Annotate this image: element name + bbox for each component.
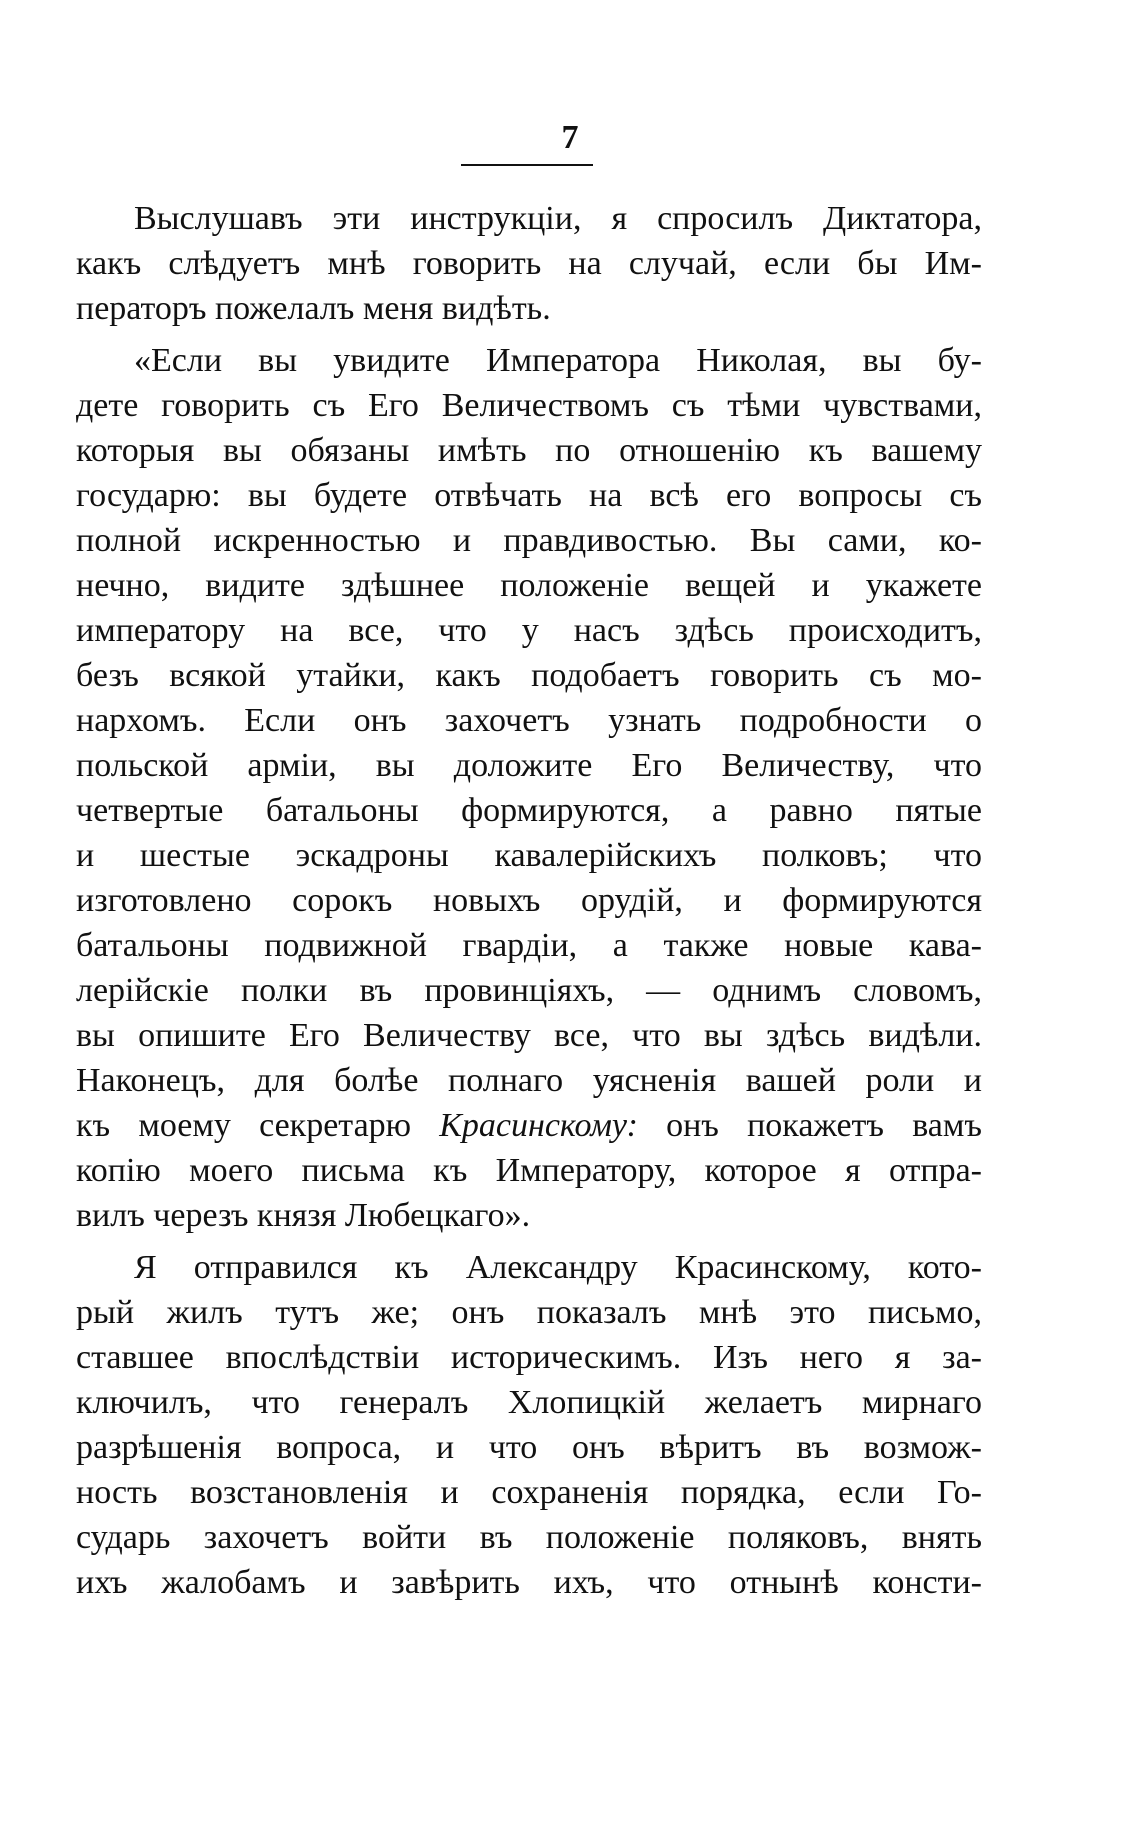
text-line: государю: вы будете отвѣчать на всѣ его вопросы съ — [76, 477, 982, 514]
italic-name: Красинскому: — [439, 1107, 638, 1144]
paragraph-2 — [76, 338, 982, 1238]
text-line: Я отправился къ Александру Красинскому, кото- — [134, 1249, 982, 1286]
text-line: ператоръ пожелалъ меня видѣть. — [76, 290, 551, 327]
text-line: «Если вы увидите Императора Николая, вы бу- — [134, 342, 982, 379]
text-line: ихъ жалобамъ и завѣрить ихъ, что отнынѣ консти- — [76, 1564, 982, 1601]
text-line: Наконецъ, для болѣе полнаго уясненія вашей роли и — [76, 1062, 982, 1099]
text-line: Выслушавъ эти инструкціи, я спросилъ Диктатора, — [134, 200, 982, 237]
text-line: польской арміи, вы доложите Его Величеству, что — [76, 747, 982, 784]
text-line: и шестые эскадроны кавалерійскихъ полковъ; что — [76, 837, 982, 874]
text-line: копію моего письма къ Императору, которое я отпра- — [76, 1152, 982, 1189]
text-line: вы опишите Его Величеству все, что вы здѣсь видѣли. — [76, 1017, 982, 1054]
text-line: которыя вы обязаны имѣть по отношенію къ вашему — [76, 432, 982, 469]
text-line: полной искренностью и правдивостью. Вы сами, ко- — [76, 522, 982, 559]
text-line: рый жилъ тутъ же; онъ показалъ мнѣ это письмо, — [76, 1294, 982, 1331]
text-line: четвертые батальоны формируются, а равно пятые — [76, 792, 982, 829]
text-line: вилъ черезъ князя Любецкаго». — [76, 1197, 531, 1234]
text-line: разрѣшенія вопроса, и что онъ вѣритъ въ возмож- — [76, 1429, 982, 1466]
paragraph-1 — [76, 196, 982, 331]
text-line: лерійскіе полки въ провинціяхъ, — однимъ словомъ, — [76, 972, 982, 1009]
text-line: императору на все, что у насъ здѣсь происходитъ, — [76, 612, 982, 649]
paragraph-3 — [76, 1245, 982, 1605]
text-line: батальоны подвижной гвардіи, а также новые кава- — [76, 927, 982, 964]
text-line: ключилъ, что генералъ Хлопицкій желаетъ мирнаго — [76, 1384, 982, 1421]
text-line: изготовлено сорокъ новыхъ орудій, и формируются — [76, 882, 982, 919]
text-line: сударь захочетъ войти въ положеніе поляковъ, внять — [76, 1519, 982, 1556]
text-line-with-italic-name — [76, 1103, 982, 1148]
text-line: ность возстановленія и сохраненія порядка, если Го- — [76, 1474, 982, 1511]
body-text — [76, 196, 982, 1605]
text-line: безъ всякой утайки, какъ подобаетъ говорить съ мо- — [76, 657, 982, 694]
page-number-rule — [461, 164, 593, 166]
text-line: дете говорить съ Его Величествомъ съ тѣми чувствами, — [76, 387, 982, 424]
text-line: нархомъ. Если онъ захочетъ узнать подробности о — [76, 702, 982, 739]
text-line: ставшее впослѣдствіи историческимъ. Изъ него я за- — [76, 1339, 982, 1376]
text-line: нечно, видите здѣшнее положеніе вещей и укажете — [76, 567, 982, 604]
page-number: 7 — [561, 119, 579, 156]
text-line: какъ слѣдуетъ мнѣ говорить на случай, если бы Им- — [76, 245, 982, 282]
text-segment: онъ покажетъ вамъ — [637, 1107, 982, 1144]
text-segment: къ моему секретарю — [76, 1107, 440, 1144]
